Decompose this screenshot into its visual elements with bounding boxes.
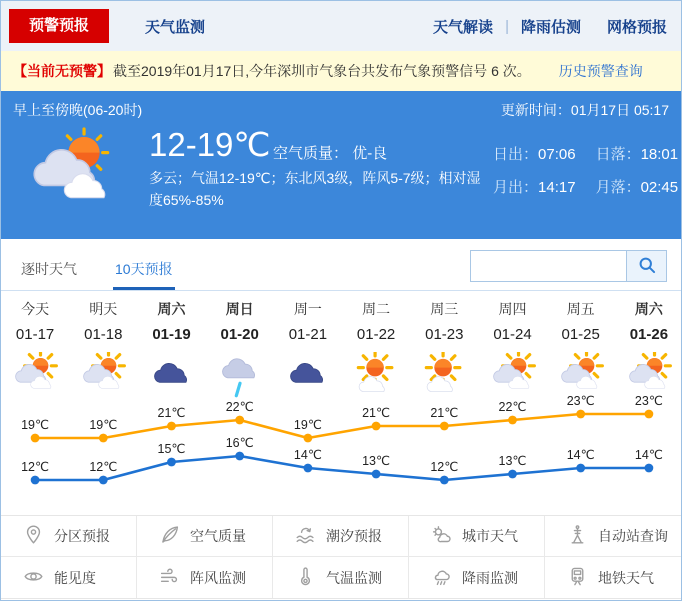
quick-link-label: 自动站查询 [598, 528, 668, 544]
quick-link-0[interactable] [1, 516, 137, 557]
search-button[interactable] [626, 251, 666, 281]
sun-moon-item-0 [493, 143, 576, 164]
day-name: 周六 [634, 301, 663, 317]
search-icon [637, 255, 657, 278]
day-date: 01-22 [356, 326, 396, 343]
quick-link-label: 分区预报 [54, 528, 110, 544]
top-nav-link-2[interactable]: 网格预报 [606, 18, 667, 36]
svg-text:16℃: 16℃ [225, 436, 254, 450]
day-name: 周一 [293, 301, 322, 317]
day-name: 周六 [157, 301, 186, 317]
forecast-period-label: 早上至傍晚(06-20时) [13, 102, 143, 118]
city-weather-icon [431, 524, 462, 548]
tab-row [1, 239, 681, 291]
svg-text:13℃: 13℃ [362, 454, 391, 468]
day-name: 明天 [89, 301, 118, 317]
metro-icon [567, 566, 598, 590]
no-alert-badge: 【当前无预警】 [13, 63, 111, 79]
forecast-day-column[interactable] [410, 291, 478, 403]
day-name: 周五 [566, 301, 595, 317]
svg-text:21℃: 21℃ [157, 406, 186, 420]
forecast-tabs [19, 249, 209, 290]
tab-warning-forecast[interactable]: 预警预报 [9, 9, 109, 43]
quick-link-6[interactable] [137, 557, 273, 598]
svg-text:19℃: 19℃ [293, 418, 322, 432]
svg-text:23℃: 23℃ [566, 394, 595, 408]
sun-moon-label: 月落： [595, 179, 641, 196]
nav-link-separator: | [505, 17, 509, 35]
quick-link-label: 能见度 [54, 569, 96, 586]
top-nav-link-1[interactable]: 降雨估测 [520, 18, 581, 36]
quick-link-9[interactable] [545, 557, 681, 598]
svg-text:23℃: 23℃ [634, 394, 663, 408]
forecast-day-column[interactable] [1, 291, 69, 403]
svg-text:12℃: 12℃ [430, 460, 459, 474]
search-input[interactable] [471, 251, 626, 281]
svg-text:14℃: 14℃ [566, 448, 595, 462]
station-icon [567, 524, 598, 548]
day-date: 01-20 [220, 326, 259, 343]
svg-text:21℃: 21℃ [430, 406, 459, 420]
map-pin-icon [23, 524, 54, 548]
day-date: 01-26 [629, 326, 669, 343]
quick-link-7[interactable] [273, 557, 409, 598]
sun-moon-label: 日出： [493, 146, 539, 163]
quick-link-label: 城市天气 [462, 528, 518, 544]
forecast-day-column[interactable] [138, 291, 206, 403]
forecast-day-column[interactable] [206, 291, 274, 403]
forecast-day-column[interactable] [615, 291, 682, 403]
sun-moon-item-1 [596, 143, 679, 164]
rain-monitor-icon [431, 566, 462, 590]
svg-text:21℃: 21℃ [362, 406, 391, 420]
alert-text: 截至2019年01月17日,今年深圳市气象台共发布气象预警信号 6 次。 [113, 63, 531, 79]
day-name: 周四 [498, 301, 527, 317]
svg-text:14℃: 14℃ [293, 448, 322, 462]
svg-text:14℃: 14℃ [634, 448, 663, 462]
ten-day-forecast [1, 291, 681, 515]
wind-icon [159, 566, 190, 590]
sun-moon-value: 18:01 [640, 146, 679, 163]
day-name: 周三 [430, 301, 459, 317]
forecast-day-column[interactable] [69, 291, 137, 403]
sun-moon-value: 02:45 [640, 179, 679, 196]
day-name: 周二 [362, 301, 391, 317]
quick-link-3[interactable] [409, 516, 545, 557]
day-name: 今天 [21, 301, 50, 317]
visibility-icon [23, 566, 54, 590]
thermometer-icon [295, 566, 326, 590]
air-quality-value: 优-良 [352, 145, 388, 162]
svg-text:19℃: 19℃ [89, 418, 118, 432]
svg-text:13℃: 13℃ [498, 454, 527, 468]
sun-moon-value: 14:17 [538, 179, 576, 196]
quick-link-label: 气温监测 [326, 569, 382, 586]
day-date: 01-25 [561, 326, 600, 343]
tab-weather-monitor[interactable]: 天气监测 [145, 18, 206, 36]
history-alert-link[interactable]: 历史预警查询 [558, 63, 643, 79]
forecast-day-column[interactable] [479, 291, 547, 403]
quick-link-label: 潮汐预报 [326, 528, 382, 544]
top-nav-links [433, 16, 667, 37]
quick-link-8[interactable] [409, 557, 545, 598]
day-date: 01-18 [84, 326, 123, 343]
quick-link-label: 降雨监测 [462, 569, 518, 586]
day-date: 01-23 [425, 326, 464, 343]
quick-link-1[interactable] [137, 516, 273, 557]
svg-text:19℃: 19℃ [21, 418, 50, 432]
sun-moon-item-2 [493, 176, 576, 197]
svg-text:12℃: 12℃ [89, 460, 118, 474]
air-quality-label: 空气质量： [273, 145, 349, 162]
search-box [470, 250, 667, 282]
day-date: 01-24 [493, 326, 532, 343]
quick-link-5[interactable] [1, 557, 137, 598]
sun-moon-label: 月出： [493, 179, 539, 196]
svg-text:15℃: 15℃ [157, 442, 186, 456]
air-quality [273, 142, 387, 163]
top-nav [1, 1, 681, 51]
quick-link-label: 阵风监测 [190, 569, 246, 586]
day-date: 01-19 [152, 326, 191, 343]
quick-links-grid [1, 515, 681, 599]
svg-text:12℃: 12℃ [21, 460, 50, 474]
sun-moon-item-3 [596, 176, 679, 197]
top-nav-link-0[interactable]: 天气解读 [433, 18, 494, 36]
update-time-label: 更新时间：01月17日 05:17 [500, 102, 669, 118]
tab-hourly-weather[interactable]: 逐时天气 [21, 261, 77, 277]
temperature-range: 12-19℃ [149, 126, 271, 163]
sun-clouds-icon [27, 125, 119, 222]
weather-description: 多云；气温12-19℃；东北风3级，阵风5-7级；相对湿度65%-85% [149, 170, 481, 209]
quick-link-label: 空气质量 [190, 528, 246, 544]
day-date: 01-17 [15, 326, 55, 343]
tide-icon [295, 524, 326, 548]
forecast-day-column[interactable] [547, 291, 615, 403]
sun-moon-times [493, 143, 678, 197]
svg-text:22℃: 22℃ [498, 400, 527, 414]
tab-ten-day-forecast[interactable]: 10天预报 [113, 249, 175, 290]
sun-moon-label: 日落： [595, 146, 641, 163]
current-weather-panel [1, 91, 681, 239]
temperature-line-chart [1, 391, 682, 515]
forecast-day-column[interactable] [342, 291, 410, 403]
quick-link-2[interactable] [273, 516, 409, 557]
quick-link-4[interactable] [545, 516, 681, 557]
forecast-day-column[interactable] [274, 291, 342, 403]
leaf-icon [159, 524, 190, 548]
svg-text:22℃: 22℃ [225, 400, 254, 414]
day-name: 周日 [225, 301, 254, 317]
day-date: 01-21 [288, 326, 328, 343]
alert-bar [1, 51, 681, 91]
quick-link-label: 地铁天气 [598, 569, 654, 586]
sun-moon-value: 07:06 [538, 146, 576, 163]
